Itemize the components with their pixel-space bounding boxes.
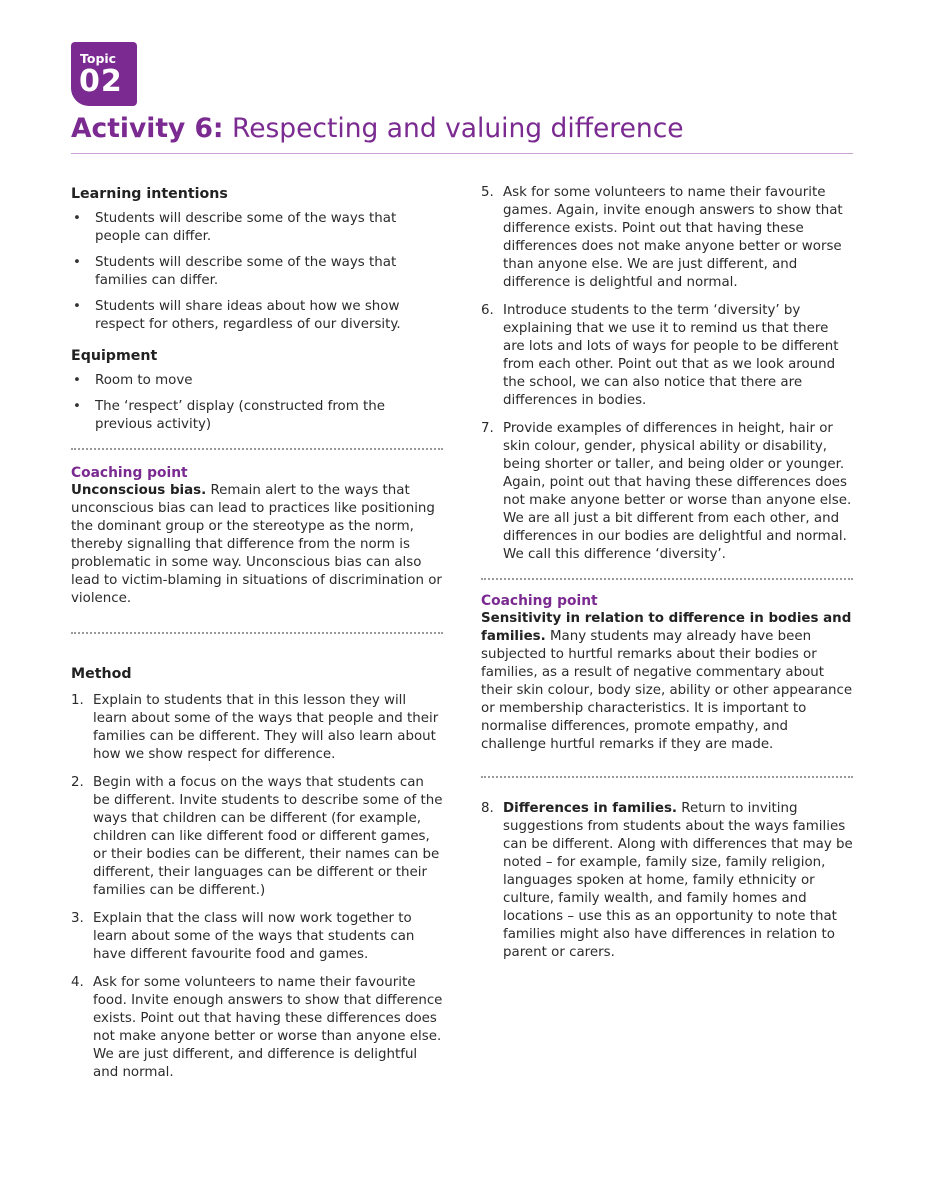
coaching-point-bias — [71, 464, 443, 608]
step-text: Ask for some volunteers to name their favourite games. Again, invite enough answers to show that difference exists. Point out that having these differences does not make anyone better or worse than anyone else. We are just different, and difference is delightful and normal. — [503, 185, 843, 290]
learning-intentions-list — [71, 210, 443, 334]
coaching-point-lead: Unconscious bias. — [71, 483, 207, 498]
topic-badge — [71, 42, 137, 106]
step-number: 2. — [71, 775, 84, 790]
left-column — [71, 184, 443, 1092]
list-item: • Students will describe some of the ways that people can differ. — [71, 210, 443, 246]
coaching-point-sensitivity — [481, 592, 853, 754]
step-text: Ask for some volunteers to name their favourite food. Invite enough answers to show that difference exists. Point out that having these differences does not make anyone better or worse than anyone else. We are just different, and difference is delightful and normal. — [93, 975, 443, 1080]
method-step — [71, 774, 443, 900]
method-step — [71, 692, 443, 764]
coaching-point-body — [71, 482, 443, 608]
right-column — [481, 184, 853, 972]
list-item: • The ‘respect’ display (constructed from the previous activity) — [71, 398, 443, 434]
method-step — [71, 974, 443, 1082]
equipment-list — [71, 372, 443, 434]
section-divider — [71, 632, 443, 634]
section-divider — [71, 448, 443, 450]
step-text: Provide examples of differences in height, hair or skin colour, gender, physical ability or disability, being shorter or taller, and being older or younger. Again, point out that having these differences does not make anyone better or worse than anyone else. We are all just a bit different from each other, and differences in our bodies are delightful and normal. We call this difference ‘diversity’. — [503, 421, 852, 562]
method-step — [481, 800, 853, 962]
step-text: Introduce students to the term ‘diversity’ by explaining that we use it to remind us that there are lots and lots of ways for people to be different from each other. Point out that as we look around the school, we can also notice that there are differences in bodies. — [503, 303, 839, 408]
coaching-point-body — [481, 610, 853, 754]
method-heading: Method — [71, 666, 132, 682]
step-text: Return to inviting suggestions from students about the ways families can be different. Along with differences that may be noted – for example, family size, family religion, languages spoken at home, family ethnicity or culture, family wealth, and family homes and locations – use this as an opportunity to note that families might also have differences in relation to parent or carers. — [503, 801, 853, 960]
section-divider — [481, 578, 853, 580]
list-item: • Students will describe some of the ways that families can differ. — [71, 254, 443, 290]
method-steps-right-cont — [481, 800, 853, 962]
method-step — [481, 184, 853, 292]
topic-label: Topic — [80, 51, 117, 66]
step-number: 7. — [481, 421, 494, 436]
step-number: 6. — [481, 303, 494, 318]
step-number: 5. — [481, 185, 494, 200]
topic-number: 02 — [79, 64, 123, 99]
method-step — [481, 420, 853, 564]
activity-number: Activity 6: — [71, 113, 224, 144]
step-number: 4. — [71, 975, 84, 990]
learning-intentions-heading: Learning intentions — [71, 186, 228, 202]
step-text: Begin with a focus on the ways that students can be different. Invite students to describe some of the ways that children can be different (for example, children can like different food or different games, or their bodies can be different, their names can be different, their languages can be different or their families can be different.) — [93, 775, 443, 898]
coaching-point-text: Many students may already have been subjected to hurtful remarks about their bodies or families, as a result of negative commentary about their skin colour, body size, ability or other appearance or membership characteristics. It is important to normalise differences, promote empathy, and challenge hurtful remarks if they are made. — [481, 629, 853, 752]
method-steps-right — [481, 184, 853, 564]
coaching-point-title: Coaching point — [481, 593, 598, 609]
title-divider — [71, 153, 853, 154]
list-item: • Room to move — [71, 372, 443, 390]
coaching-point-text: Remain alert to the ways that unconscious bias can lead to practices like positioning the dominant group or the stereotype as the norm, thereby signalling that difference from the norm is problematic in some way. Unconscious bias can also lead to victim-blaming in situations of discrimination or violence. — [71, 483, 442, 606]
method-step — [481, 302, 853, 410]
page-title — [71, 113, 684, 144]
method-steps-left — [71, 692, 443, 1082]
step-text: Explain to students that in this lesson they will learn about some of the ways that people and their families can be different. They will also learn about how we show respect for difference. — [93, 693, 439, 762]
list-item: • Students will share ideas about how we show respect for others, regardless of our diversity. — [71, 298, 443, 334]
coaching-point-title: Coaching point — [71, 465, 188, 481]
coaching-point-lead: Sensitivity in relation to difference in bodies and families. — [481, 611, 852, 644]
step-number: 1. — [71, 693, 84, 708]
method-step — [71, 910, 443, 964]
step-number: 8. — [481, 801, 494, 816]
activity-name: Respecting and valuing difference — [231, 113, 684, 144]
step-text: Explain that the class will now work together to learn about some of the ways that students can have different favourite food and games. — [93, 911, 415, 962]
step-lead: Differences in families. — [503, 801, 678, 816]
step-number: 3. — [71, 911, 84, 926]
section-divider — [481, 776, 853, 778]
equipment-heading: Equipment — [71, 348, 158, 364]
